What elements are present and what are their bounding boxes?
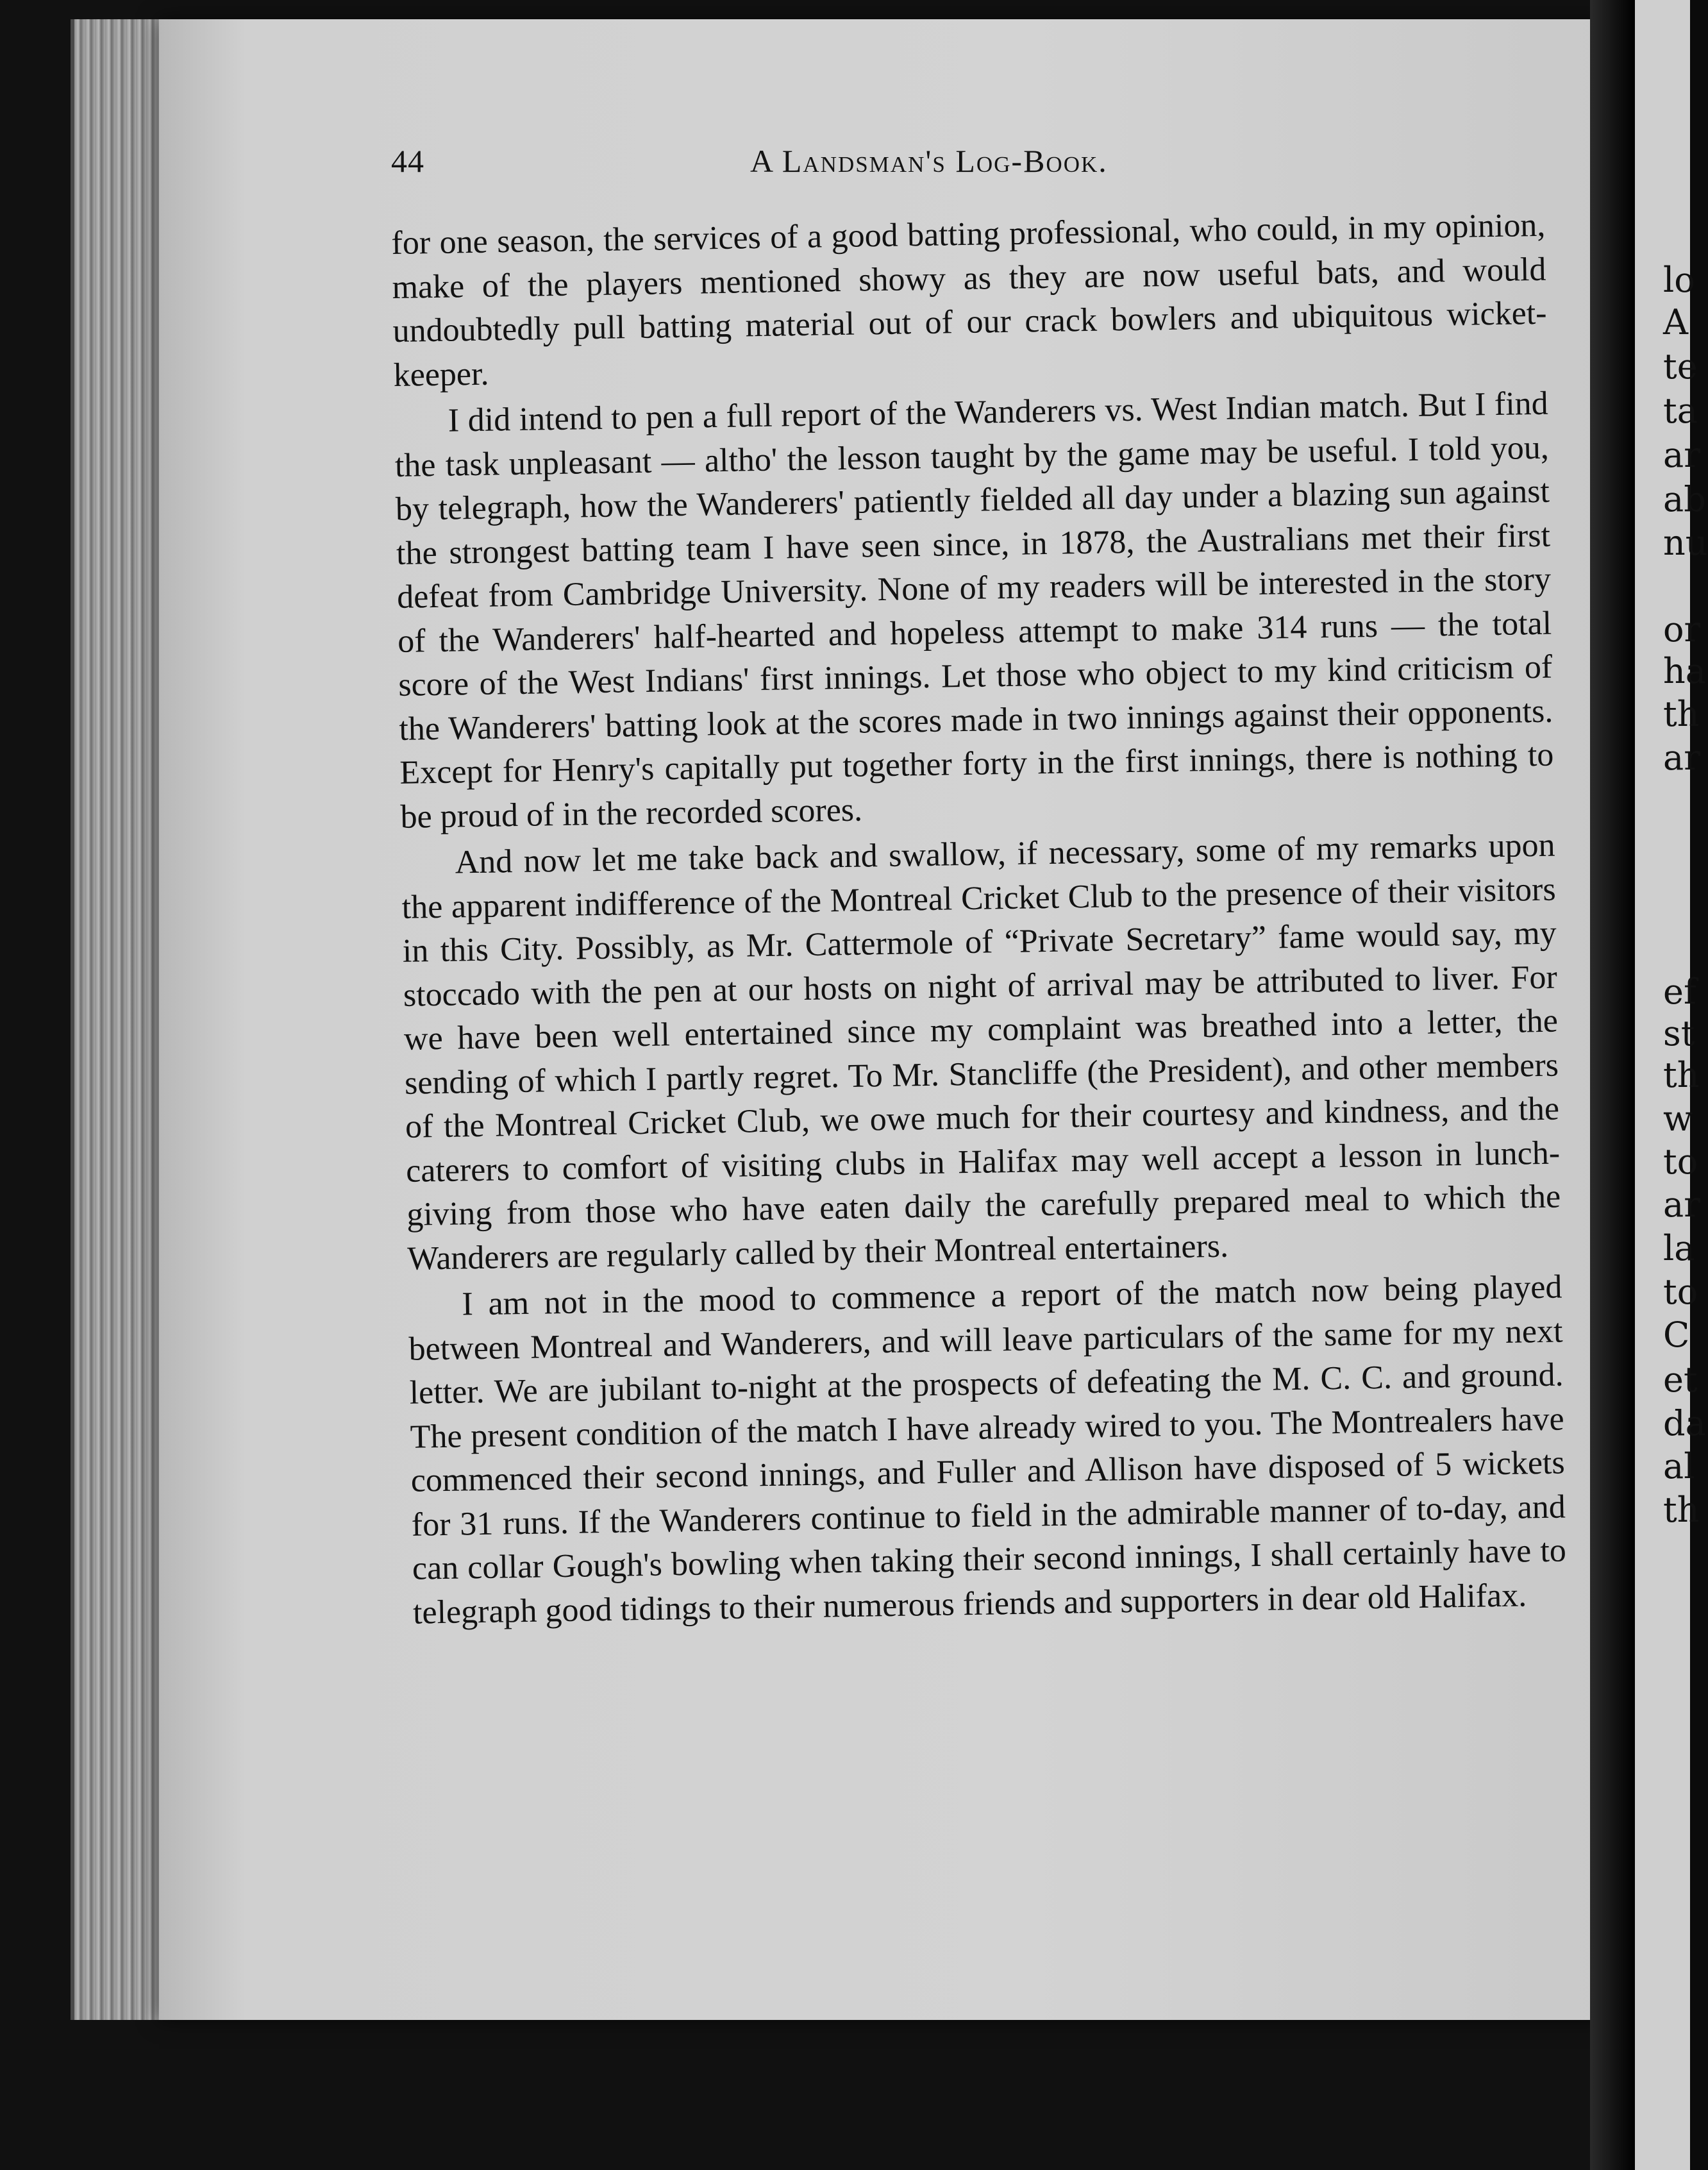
adjacent-fragment: to bbox=[1663, 1272, 1698, 1312]
adjacent-fragment: lo bbox=[1663, 260, 1695, 300]
adjacent-fragment: nu bbox=[1663, 523, 1708, 563]
adjacent-fragment: ar bbox=[1663, 737, 1701, 778]
adjacent-fragment: th bbox=[1663, 1055, 1700, 1095]
adjacent-fragment: C bbox=[1663, 1315, 1690, 1355]
adjacent-fragment: la bbox=[1663, 1228, 1695, 1268]
adjacent-fragment: w bbox=[1663, 1098, 1693, 1139]
adjacent-fragment: da bbox=[1663, 1403, 1706, 1443]
adjacent-fragment: st bbox=[1663, 1013, 1695, 1054]
body-text bbox=[391, 204, 1567, 1635]
paragraph-2: I did intend to pen a full report of the Wanderers vs. West Indian match. But I find the task unpleasant — altho' the lesson taught by the game may be useful. I told you, by telegraph, how the Wanderers' patiently fielded all day under a blazing sun against the strongest batting team I have seen since, in 1878, the Australians met their first defeat from Cambridge University. None of my readers will be interested in the story of the Wanderers' half-hearted and hopeless attempt to make 314 runs — the total score of the West Indians' first innings. Let those who object to my kind criticism of the Wanderers' batting look at the scores made in two innings against their opponents. Except for Henry's capitally put together forty in the first innings, there is nothing to be proud of in the recorded scores. bbox=[394, 385, 1554, 836]
adjacent-fragment: ha bbox=[1663, 651, 1706, 691]
gutter-shadow bbox=[1590, 0, 1635, 2170]
adjacent-fragment: ar bbox=[1663, 1184, 1701, 1225]
adjacent-fragment: ta bbox=[1663, 391, 1698, 431]
book-page-edges bbox=[71, 19, 171, 2020]
page-number: 44 bbox=[391, 143, 424, 179]
paragraph-4: I am not in the mood to commence a report of the match now being played between Montreal and Wanderers, and will leave particulars of the same for my next letter. We are jubilant to-night at the prospects of defeating the M. C. C. and ground. The present condition of the match I have already wired to you. The Montrealers have commenced their second innings, and Fuller and Allison have disposed of 5 wickets for 31 runs. If the Wanderers continue to field in the admirable manner of to-day, and can collar Gough's bowling when taking their second innings, I shall certainly have to telegraph good tidings to their numerous friends and supporters in dear old Halifax. bbox=[408, 1268, 1567, 1631]
adjacent-fragment: ar bbox=[1663, 435, 1701, 475]
adjacent-fragment: to bbox=[1663, 1141, 1698, 1182]
adjacent-fragment: al bbox=[1663, 1446, 1695, 1486]
adjacent-fragment: th bbox=[1663, 1490, 1700, 1530]
adjacent-fragment: th bbox=[1663, 694, 1700, 734]
paragraph-1: for one season, the services of a good batting professional, who could, in my opinion, make of the players mentioned showy as they are now useful bats, and would undoubtedly pull batting material out of our crack bowlers and ubiquitous wicket-keeper. bbox=[391, 206, 1547, 394]
adjacent-fragment: ef bbox=[1663, 971, 1696, 1012]
adjacent-fragment: A bbox=[1663, 302, 1688, 342]
running-title: A Landsman's Log-Book. bbox=[750, 143, 1108, 179]
adjacent-fragment: te bbox=[1663, 346, 1698, 387]
running-header bbox=[391, 142, 1520, 187]
adjacent-fragment: or bbox=[1663, 609, 1701, 650]
adjacent-fragment: ab bbox=[1663, 479, 1706, 519]
paragraph-3: And now let me take back and swallow, if necessary, some of my remarks upon the apparent indifference of the Montreal Cricket Club to the presence of their visitors in this City. Possibly, as Mr. Cattermole of “Private Secretary” fame would say, my stoccado with the pen at our hosts on night of arrival may be attributed to liver. For we have been well entertained since my complaint was breathed into a letter, the sending of which I partly regret. To Mr. Stancliffe (the President), and other members of the Montreal Cricket Club, we owe much for their courtesy and kindness, and the caterers to comfort of visiting clubs in Halifax may well accept a lesson in lunch-giving from those who have eaten daily the carefully prepared meal to which the Wanderers are regularly called by their Montreal entertainers. bbox=[401, 827, 1561, 1277]
adjacent-fragment: et bbox=[1663, 1359, 1698, 1400]
